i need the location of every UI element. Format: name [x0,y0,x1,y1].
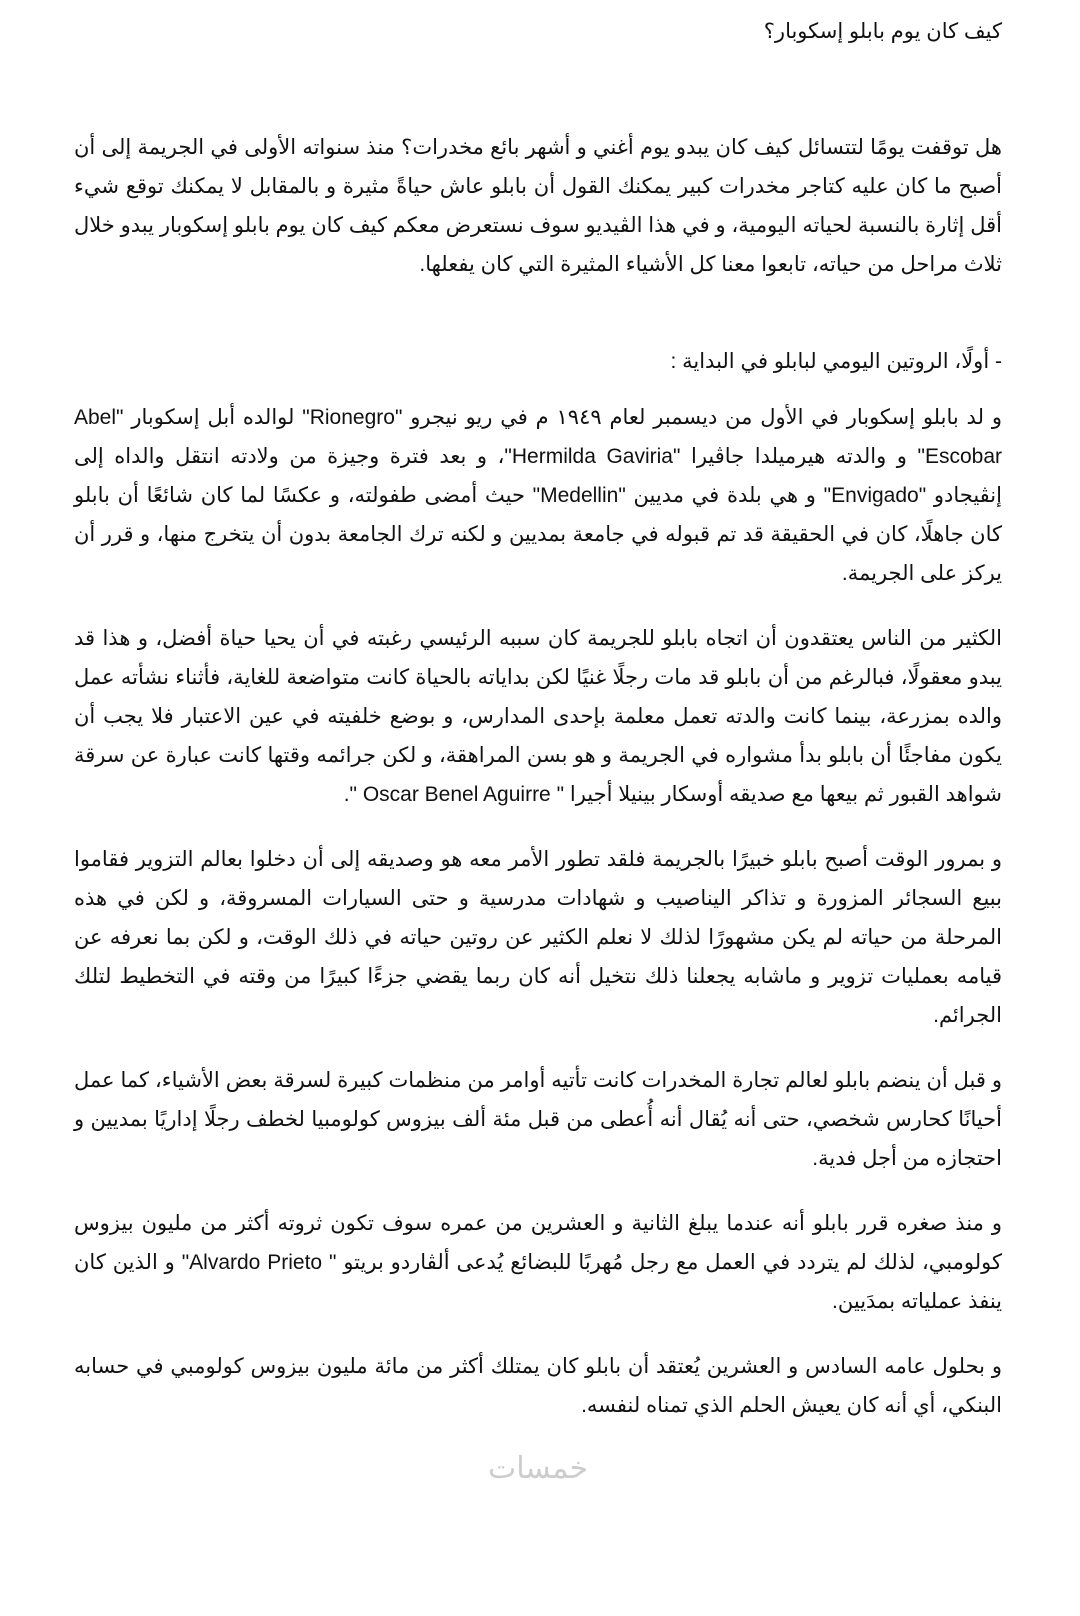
early-jobs-paragraph: و قبل أن ينضم بابلو لعالم تجارة المخدرات كانت تأتيه أوامر من منظمات كبيرة لسرقة بعض الأشياء، كما عمل أحيانًا كحارس شخصي، حتى أنه يُقال أنه أُعطى من قبل مئة ألف بيزوس كولومبيا لخطف رجلًا إداريًا بمديين و احتجازه من أجل فدية. [74,1069,1002,1170]
motivation-paragraph: الكثير من الناس يعتقدون أن اتجاه بابلو للجريمة كان سببه الرئيسي رغبته في أن يحيا حياة أفضل، و هذا قد يبدو معقولًا، فبالرغم من أن بابلو قد مات رجلًا غنيًا لكن بداياته بالحياة كانت متواضعة للغاية، فأثناء نشأته عمل والده بمزرعة، بينما كانت والدته تعمل معلمة بإحدى المدارس، و بوضع خلفيته في عين الاعتبار فلا يجب أن يكون مفاجئًا أن بابلو بدأ مشواره في الجريمة و هو بسن المراهقة، و لكن جرائمه وقتها كانت عبارة عن سرقة شواهد القبور ثم بيعها مع صديقه أوسكار بينيلا أجيرا " Oscar Benel Aguirre ". [74,627,1002,806]
watermark-logo: خمسات [487,1451,589,1486]
wealth-paragraph: و بحلول عامه السادس و العشرين يُعتقد أن بابلو كان يمتلك أكثر من مائة مليون بيزوس كولومبي في حسابه البنكي، أي أنه كان يعيش الحلم الذي تمناه لنفسه. [74,1355,1002,1417]
birth-paragraph: و لد بابلو إسكوبار في الأول من ديسمبر لعام ١٩٤٩ م في ريو نيجرو "Rionegro" لوالده أبل إسكوبار "Abel Escobar" و والدته هيرميلدا جاڤيرا "Hermilda Gaviria"، و بعد فترة وجيزة من ولادته انتقل والداه إلى إنڤيجادو "Envigado" و هي بلدة في مديين "Medellin" حيث أمضى طفولته، و عكسًا لما كان شائعًا أن بابلو كان جاهلًا، كان في الحقيقة قد تم قبوله في جامعة بمديين و لكنه ترك الجامعة بدون أن يتخرج منها، و قرر أن يركز على الجريمة. [74,406,1003,585]
forgery-paragraph: و بمرور الوقت أصبح بابلو خبيرًا بالجريمة فلقد تطور الأمر معه هو وصديقه إلى أن دخلوا بعالم التزوير فقاموا ببيع السجائر المزورة و تذاكر اليناصيب و شهادات مدرسية و حتى السيارات المسروقة، و لكن في هذه المرحلة من حياته لم يكن مشهورًا لذلك لا نعلم الكثير عن روتين حياته في ذلك الوقت، و لكن بما نعرفه عن قيامه بعمليات تزوير و ماشابه يجعلنا ذلك نتخيل أنه كان ربما يقضي جزءًا كبيرًا من وقته في التخطيط لتلك الجرائم. [74,848,1002,1027]
section-heading: - أولًا، الروتين اليومي لبابلو في البداية : [670,350,1002,373]
document-title: كيف كان يوم بابلو إسكوبار؟ [763,20,1002,43]
ambition-paragraph: و منذ صغره قرر بابلو أنه عندما يبلغ الثانية و العشرين من عمره سوف تكون ثروته أكثر من مليون بيزوس كولومبي، لذلك لم يتردد في العمل مع رجل مُهربًا للبضائع يُدعى ألڤاردو بريتو " Alvardo Prieto" و الذين كان ينفذ عملياته بمدَيين. [74,1212,1002,1313]
intro-paragraph: هل توقفت يومًا لتتسائل كيف كان يبدو يوم أغني و أشهر بائع مخدرات؟ منذ سنواته الأولى في الجريمة إلى أن أصبح ما كان عليه كتاجر مخدرات كبير يمكنك القول أن بابلو عاش حياةً مثيرة و بالمقابل لا يمكنك توقع شيء أقل إثارة بالنسبة لحياته اليومية، و في هذا الڤيديو سوف نستعرض معكم كيف كان يوم بابلو إسكوبار يبدو خلال ثلاث مراحل من حياته، تابعوا معنا كل الأشياء المثيرة التي كان يفعلها. [74,136,1002,276]
